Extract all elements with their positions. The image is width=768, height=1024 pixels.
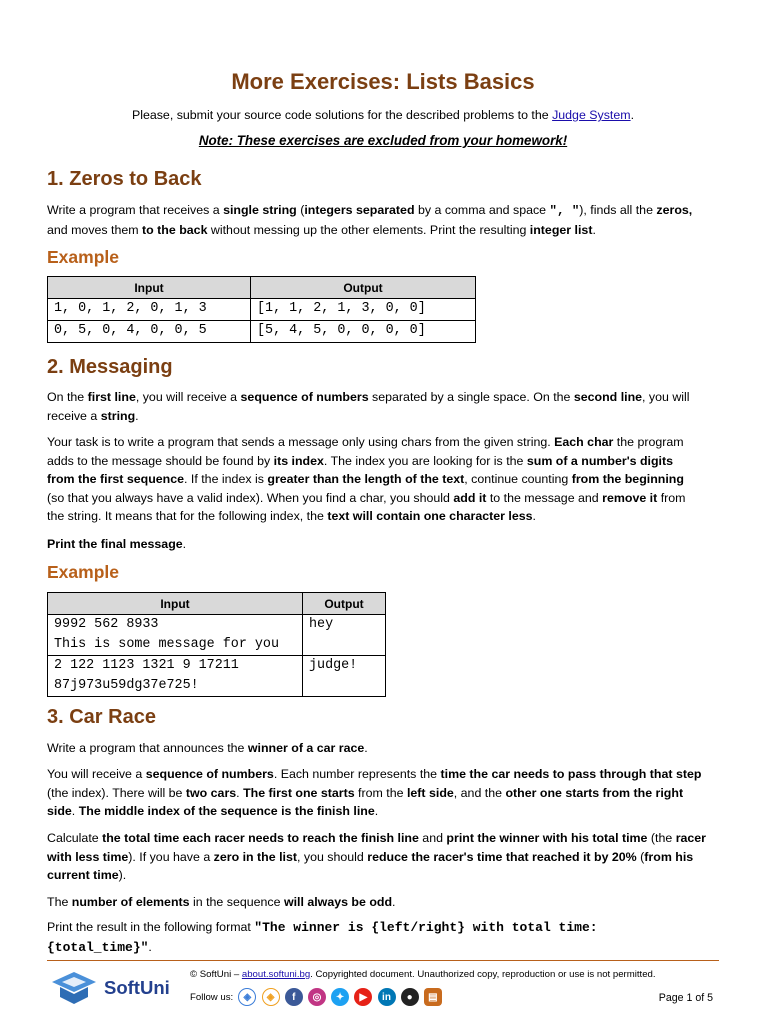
table-row xyxy=(48,656,386,697)
intro-text: Please, submit your source code solutions for the described problems to the Judge System. xyxy=(131,108,635,122)
copyright-text: © SoftUni – about.softuni.bg. Copyrighted document. Unauthorized copy, reproduction or use is not permitted. xyxy=(190,969,656,980)
output-cell: judge! xyxy=(303,656,386,697)
input-cell: 2 122 1123 1321 9 17211 87j973u59dg37e725! xyxy=(48,656,303,697)
table-row xyxy=(48,299,476,321)
section3-paragraph-4: The number of elements in the sequence will always be odd. xyxy=(47,895,396,909)
output-column-header: Output xyxy=(303,593,386,615)
input-column-header: Input xyxy=(48,593,303,615)
softuni-icon[interactable]: ◈ xyxy=(238,988,256,1006)
judge-system-link[interactable]: Judge System xyxy=(552,108,631,122)
section2-paragraph-1: On the first line, you will receive a sequence of numbers separated by a single space. On the second line, you will receive a string. xyxy=(47,390,690,423)
output-column-header: Output xyxy=(251,277,476,299)
example-heading-2: Example xyxy=(47,562,119,582)
facebook-icon[interactable]: f xyxy=(285,988,303,1006)
table-row xyxy=(48,615,386,656)
section3-paragraph-1: Write a program that announces the winner of a car race. xyxy=(47,741,368,755)
output-cell: [1, 1, 2, 1, 3, 0, 0] xyxy=(251,299,476,321)
page-number: Page 1 of 5 xyxy=(658,992,713,1004)
footer-divider xyxy=(47,960,719,961)
youtube-icon[interactable]: ▶ xyxy=(354,988,372,1006)
homework-note: Note: These exercises are excluded from your homework! xyxy=(198,133,568,148)
example-table-1 xyxy=(47,276,476,343)
example-heading-1: Example xyxy=(47,247,119,267)
page-title: More Exercises: Lists Basics xyxy=(231,69,535,94)
section3-paragraph-2: You will receive a sequence of numbers. Each number represents the time the car needs to pass through that step (the index). There will be two cars. The first one starts from the left side, and the other one starts from the right side. The middle index of the sequence is the finish line. xyxy=(47,767,702,818)
section2-paragraph-2: Your task is to write a program that sends a message only using chars from the given string. Each char the program adds to the message should be found by its index. The index you are looking for is the sum of a number's digits from the first sequence. If the index is greater than the length of the text, continue counting from the beginning (so that you always have a valid index). When you find a char, you should add it to the message and remove it from the string. It means that for the following index, the text will contain one character less. xyxy=(47,435,686,523)
section3-paragraph-3: Calculate the total time each racer needs to reach the finish line and print the winner with his total time (the racer with less time). If you have a zero in the list, you should reduce the racer's time that reached it by 20% (from his current time). xyxy=(47,831,707,882)
section-heading-car-race: 3. Car Race xyxy=(47,706,156,728)
linkedin-icon[interactable]: in xyxy=(378,988,396,1006)
example-table-2 xyxy=(47,592,386,697)
input-cell: 0, 5, 0, 4, 0, 0, 5 xyxy=(48,321,251,343)
softuni-foundation-icon[interactable]: ◈ xyxy=(262,988,280,1006)
follow-us-bar xyxy=(190,988,442,1006)
follow-us-label: Follow us: xyxy=(190,991,234,1003)
input-column-header: Input xyxy=(48,277,251,299)
input-cell: 1, 0, 1, 2, 0, 1, 3 xyxy=(48,299,251,321)
section-heading-messaging: 2. Messaging xyxy=(47,356,173,378)
output-cell: hey xyxy=(303,615,386,656)
output-cell: [5, 4, 5, 0, 0, 0, 0] xyxy=(251,321,476,343)
twitter-icon[interactable]: ✦ xyxy=(331,988,349,1006)
slideshare-icon[interactable]: ▤ xyxy=(424,988,442,1006)
graduation-cap-icon xyxy=(50,970,98,1006)
about-softuni-link[interactable]: about.softuni.bg xyxy=(241,969,311,980)
table-header-row xyxy=(48,593,386,615)
instagram-icon[interactable]: ◎ xyxy=(308,988,326,1006)
table-row xyxy=(48,321,476,343)
section2-paragraph-3: Print the final message. xyxy=(47,537,187,551)
section-heading-zeros-to-back: 1. Zeros to Back xyxy=(47,168,202,190)
github-icon[interactable]: ● xyxy=(401,988,419,1006)
logo-text: SoftUni xyxy=(104,977,170,998)
table-header-row xyxy=(48,277,476,299)
softuni-logo[interactable] xyxy=(50,970,170,1006)
section3-paragraph-5: Print the result in the following format "The winner is {left/right} with total time: {total_time}". xyxy=(47,920,598,955)
input-cell: 9992 562 8933 This is some message for you xyxy=(48,615,303,656)
section1-paragraph: Write a program that receives a single string (integers separated by a comma and space ", "), finds all the zeros, and moves them to the back without messing up the other elements. Print the resulting integer list. xyxy=(47,203,693,237)
